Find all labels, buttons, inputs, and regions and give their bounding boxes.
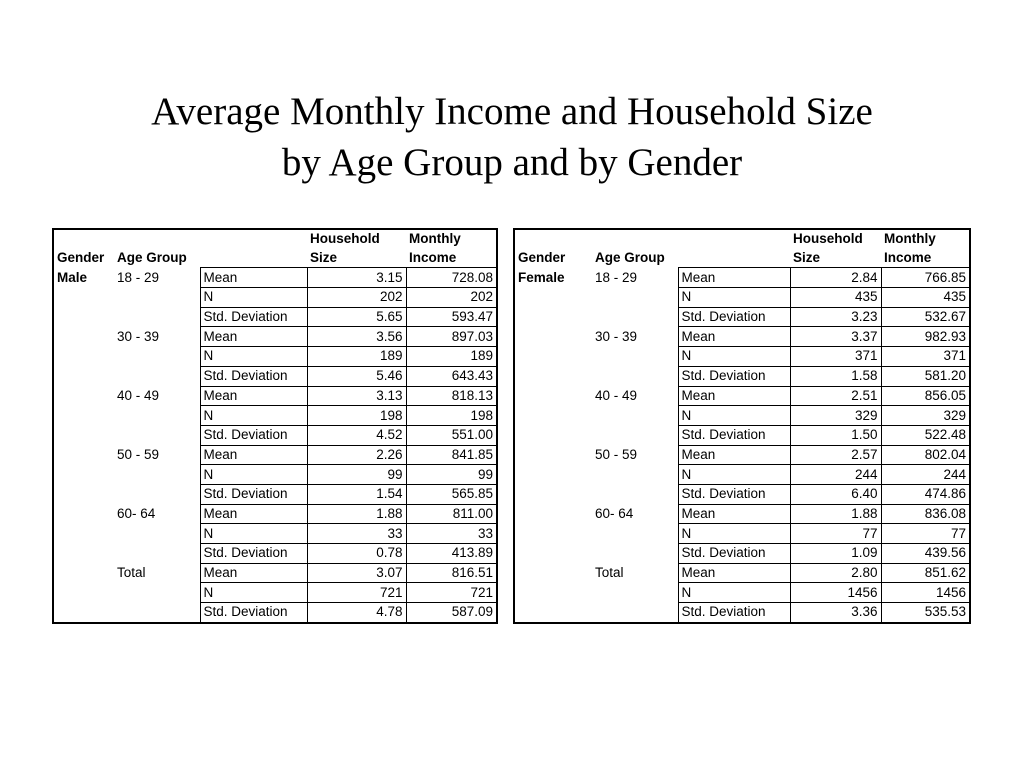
empty-cell	[114, 484, 200, 504]
empty-cell	[592, 465, 678, 485]
table-row	[53, 386, 497, 406]
empty-cell	[53, 307, 114, 327]
income-value-cell: 982.93	[881, 327, 970, 347]
age-group-cell: 18 - 29	[117, 269, 160, 285]
household-value-cell: 0.78	[307, 544, 406, 564]
household-value-cell: 371	[790, 347, 881, 367]
table-row	[514, 307, 970, 327]
empty-cell	[514, 327, 592, 347]
table-row	[514, 327, 970, 347]
stat-label-cell: Std. Deviation	[200, 307, 307, 327]
income-value-cell: 728.08	[406, 268, 497, 288]
stat-label-cell: Mean	[200, 268, 307, 288]
income-value-cell: 244	[881, 465, 970, 485]
table-row	[53, 524, 497, 544]
table-row	[53, 327, 497, 347]
stat-label-cell: Mean	[678, 504, 790, 524]
stat-label-cell: N	[200, 288, 307, 308]
stat-label-cell: Mean	[200, 504, 307, 524]
household-value-cell: 99	[307, 465, 406, 485]
table-row	[53, 307, 497, 327]
empty-cell	[114, 347, 200, 367]
stat-label-cell: Mean	[678, 445, 790, 465]
stat-label-cell: Std. Deviation	[200, 544, 307, 564]
header-row	[53, 229, 497, 249]
empty-cell	[514, 563, 592, 583]
empty-cell	[114, 307, 200, 327]
stat-label-cell: N	[678, 583, 790, 603]
stat-label-cell: Std. Deviation	[200, 425, 307, 445]
empty-cell	[53, 445, 114, 465]
household-value-cell: 1.50	[790, 425, 881, 445]
income-value-cell: 766.85	[881, 268, 970, 288]
empty-cell	[53, 504, 114, 524]
age-group-cell: 30 - 39	[117, 328, 160, 344]
income-value-cell: 643.43	[406, 366, 497, 386]
income-value-cell: 532.67	[881, 307, 970, 327]
table-row	[53, 504, 497, 524]
header-income: Monthly	[884, 231, 936, 247]
table-row	[53, 347, 497, 367]
empty-cell	[53, 603, 114, 623]
income-value-cell: 551.00	[406, 425, 497, 445]
table-row	[514, 366, 970, 386]
income-value-cell: 522.48	[881, 425, 970, 445]
empty-cell	[114, 425, 200, 445]
stat-label-cell: N	[200, 524, 307, 544]
age-group-cell: 50 - 59	[117, 446, 160, 462]
household-value-cell: 3.56	[307, 327, 406, 347]
empty-cell	[514, 445, 592, 465]
household-value-cell: 1456	[790, 583, 881, 603]
empty-cell	[514, 347, 592, 367]
header-row	[514, 229, 970, 249]
household-value-cell: 721	[307, 583, 406, 603]
empty-cell	[592, 406, 678, 426]
income-value-cell: 836.08	[881, 504, 970, 524]
stat-label-cell: Mean	[678, 327, 790, 347]
household-value-cell: 202	[307, 288, 406, 308]
income-value-cell: 189	[406, 347, 497, 367]
empty-cell	[514, 465, 592, 485]
household-value-cell: 1.54	[307, 484, 406, 504]
household-value-cell: 3.15	[307, 268, 406, 288]
empty-cell	[114, 465, 200, 485]
age-group-cell: 40 - 49	[117, 387, 160, 403]
header-empty	[678, 249, 790, 268]
table-row	[514, 504, 970, 524]
header-gender: Gender	[518, 250, 566, 266]
table-row	[53, 445, 497, 465]
empty-cell	[53, 465, 114, 485]
table-row	[514, 445, 970, 465]
age-group-cell: 40 - 49	[595, 387, 638, 403]
empty-cell	[53, 288, 114, 308]
empty-cell	[514, 425, 592, 445]
stat-label-cell: Mean	[200, 563, 307, 583]
header-household: Household	[310, 231, 380, 247]
stat-label-cell: Std. Deviation	[678, 366, 790, 386]
table-row	[53, 583, 497, 603]
stat-label-cell: Mean	[678, 563, 790, 583]
income-value-cell: 897.03	[406, 327, 497, 347]
table-row	[514, 425, 970, 445]
gender-cell: Male	[57, 269, 88, 285]
household-value-cell: 189	[307, 347, 406, 367]
empty-cell	[53, 544, 114, 564]
empty-cell	[114, 406, 200, 426]
empty-cell	[592, 347, 678, 367]
table-row	[514, 268, 970, 288]
household-value-cell: 4.78	[307, 603, 406, 623]
household-value-cell: 5.46	[307, 366, 406, 386]
household-value-cell: 1.09	[790, 544, 881, 564]
household-value-cell: 4.52	[307, 425, 406, 445]
empty-cell	[592, 307, 678, 327]
income-value-cell: 856.05	[881, 386, 970, 406]
age-group-cell: 60- 64	[595, 505, 634, 521]
empty-cell	[514, 288, 592, 308]
header-household: Size	[793, 250, 821, 266]
empty-cell	[592, 524, 678, 544]
household-value-cell: 3.07	[307, 563, 406, 583]
table-row	[514, 347, 970, 367]
empty-cell	[53, 524, 114, 544]
stat-label-cell: Mean	[200, 386, 307, 406]
stat-label-cell: N	[200, 347, 307, 367]
stat-label-cell: N	[678, 524, 790, 544]
income-value-cell: 581.20	[881, 366, 970, 386]
table-row	[53, 406, 497, 426]
income-value-cell: 99	[406, 465, 497, 485]
income-value-cell: 33	[406, 524, 497, 544]
income-value-cell: 841.85	[406, 445, 497, 465]
income-value-cell: 439.56	[881, 544, 970, 564]
header-gender: Gender	[57, 250, 105, 266]
stat-label-cell: Mean	[678, 386, 790, 406]
empty-cell	[592, 425, 678, 445]
age-group-cell: 50 - 59	[595, 446, 638, 462]
income-value-cell: 474.86	[881, 484, 970, 504]
stat-label-cell: Std. Deviation	[678, 544, 790, 564]
empty-cell	[114, 366, 200, 386]
empty-cell	[592, 288, 678, 308]
header-row	[53, 249, 497, 268]
empty-cell	[53, 484, 114, 504]
empty-cell	[114, 603, 200, 623]
table-row	[514, 544, 970, 564]
empty-cell	[53, 425, 114, 445]
empty-cell	[592, 583, 678, 603]
income-value-cell: 593.47	[406, 307, 497, 327]
income-value-cell: 811.00	[406, 504, 497, 524]
household-value-cell: 1.88	[790, 504, 881, 524]
household-value-cell: 5.65	[307, 307, 406, 327]
header-income: Income	[409, 250, 457, 266]
title-line-2: by Age Group and by Gender	[281, 141, 743, 184]
household-value-cell: 198	[307, 406, 406, 426]
income-value-cell: 1456	[881, 583, 970, 603]
header-household: Size	[310, 250, 338, 266]
stat-label-cell: Std. Deviation	[200, 484, 307, 504]
empty-cell	[514, 504, 592, 524]
age-group-cell: 60- 64	[117, 505, 156, 521]
stat-label-cell: N	[678, 406, 790, 426]
header-empty	[114, 229, 200, 249]
income-value-cell: 202	[406, 288, 497, 308]
male-stats-table	[52, 228, 498, 624]
income-value-cell: 77	[881, 524, 970, 544]
stat-label-cell: N	[200, 406, 307, 426]
stat-label-cell: Mean	[678, 268, 790, 288]
stat-label-cell: N	[678, 465, 790, 485]
table-row	[514, 386, 970, 406]
household-value-cell: 2.51	[790, 386, 881, 406]
header-age-group: Age Group	[117, 250, 187, 266]
household-value-cell: 329	[790, 406, 881, 426]
household-value-cell: 1.58	[790, 366, 881, 386]
empty-cell	[592, 544, 678, 564]
household-value-cell: 3.37	[790, 327, 881, 347]
stat-label-cell: N	[200, 583, 307, 603]
stat-label-cell: Std. Deviation	[678, 484, 790, 504]
header-empty	[200, 229, 307, 249]
income-value-cell: 329	[881, 406, 970, 426]
table-row	[514, 288, 970, 308]
income-value-cell: 721	[406, 583, 497, 603]
table-row	[53, 603, 497, 623]
income-value-cell: 818.13	[406, 386, 497, 406]
household-value-cell: 2.84	[790, 268, 881, 288]
household-value-cell: 1.88	[307, 504, 406, 524]
table-row	[53, 563, 497, 583]
income-value-cell: 851.62	[881, 563, 970, 583]
female-stats-table	[513, 228, 971, 624]
header-income: Income	[884, 250, 932, 266]
header-household: Household	[793, 231, 863, 247]
household-value-cell: 3.23	[790, 307, 881, 327]
empty-cell	[592, 603, 678, 623]
table-row	[53, 268, 497, 288]
age-group-cell: 18 - 29	[595, 269, 638, 285]
empty-cell	[53, 327, 114, 347]
header-empty	[592, 229, 678, 249]
header-empty	[514, 229, 592, 249]
stat-label-cell: Std. Deviation	[678, 603, 790, 623]
empty-cell	[114, 288, 200, 308]
header-empty	[53, 229, 114, 249]
empty-cell	[53, 406, 114, 426]
header-age-group: Age Group	[595, 250, 665, 266]
header-empty	[200, 249, 307, 268]
empty-cell	[53, 347, 114, 367]
stat-label-cell: Mean	[200, 327, 307, 347]
income-value-cell: 198	[406, 406, 497, 426]
empty-cell	[114, 583, 200, 603]
empty-cell	[114, 544, 200, 564]
household-value-cell: 2.26	[307, 445, 406, 465]
empty-cell	[514, 366, 592, 386]
header-row	[514, 249, 970, 268]
empty-cell	[592, 366, 678, 386]
table-row	[514, 484, 970, 504]
table-row	[53, 465, 497, 485]
empty-cell	[53, 563, 114, 583]
income-value-cell: 371	[881, 347, 970, 367]
household-value-cell: 6.40	[790, 484, 881, 504]
household-value-cell: 435	[790, 288, 881, 308]
income-value-cell: 802.04	[881, 445, 970, 465]
household-value-cell: 33	[307, 524, 406, 544]
stat-label-cell: N	[200, 465, 307, 485]
gender-cell: Female	[518, 269, 565, 285]
empty-cell	[514, 484, 592, 504]
income-value-cell: 413.89	[406, 544, 497, 564]
empty-cell	[53, 583, 114, 603]
household-value-cell: 3.36	[790, 603, 881, 623]
empty-cell	[514, 406, 592, 426]
income-value-cell: 587.09	[406, 603, 497, 623]
page-title	[0, 86, 1024, 188]
age-group-cell: Total	[595, 565, 624, 581]
stat-label-cell: Std. Deviation	[678, 307, 790, 327]
empty-cell	[592, 484, 678, 504]
empty-cell	[53, 386, 114, 406]
table-row	[53, 544, 497, 564]
household-value-cell: 77	[790, 524, 881, 544]
empty-cell	[514, 307, 592, 327]
empty-cell	[514, 544, 592, 564]
table-row	[53, 425, 497, 445]
stat-label-cell: N	[678, 288, 790, 308]
household-value-cell: 2.57	[790, 445, 881, 465]
table-row	[53, 288, 497, 308]
income-value-cell: 535.53	[881, 603, 970, 623]
table-row	[514, 465, 970, 485]
household-value-cell: 244	[790, 465, 881, 485]
stat-label-cell: Std. Deviation	[678, 425, 790, 445]
table-row	[514, 603, 970, 623]
table-row	[53, 484, 497, 504]
stat-label-cell: Std. Deviation	[200, 366, 307, 386]
age-group-cell: 30 - 39	[595, 328, 638, 344]
header-empty	[678, 229, 790, 249]
empty-cell	[53, 366, 114, 386]
table-row	[53, 366, 497, 386]
income-value-cell: 816.51	[406, 563, 497, 583]
table-row	[514, 524, 970, 544]
household-value-cell: 2.80	[790, 563, 881, 583]
empty-cell	[114, 524, 200, 544]
title-line-1: Average Monthly Income and Household Size	[151, 90, 873, 133]
table-row	[514, 563, 970, 583]
stat-label-cell: N	[678, 347, 790, 367]
table-row	[514, 583, 970, 603]
income-value-cell: 435	[881, 288, 970, 308]
income-value-cell: 565.85	[406, 484, 497, 504]
empty-cell	[514, 524, 592, 544]
table-row	[514, 406, 970, 426]
stat-label-cell: Mean	[200, 445, 307, 465]
empty-cell	[514, 583, 592, 603]
empty-cell	[514, 386, 592, 406]
household-value-cell: 3.13	[307, 386, 406, 406]
header-income: Monthly	[409, 231, 461, 247]
age-group-cell: Total	[117, 565, 146, 581]
empty-cell	[514, 603, 592, 623]
stat-label-cell: Std. Deviation	[200, 603, 307, 623]
